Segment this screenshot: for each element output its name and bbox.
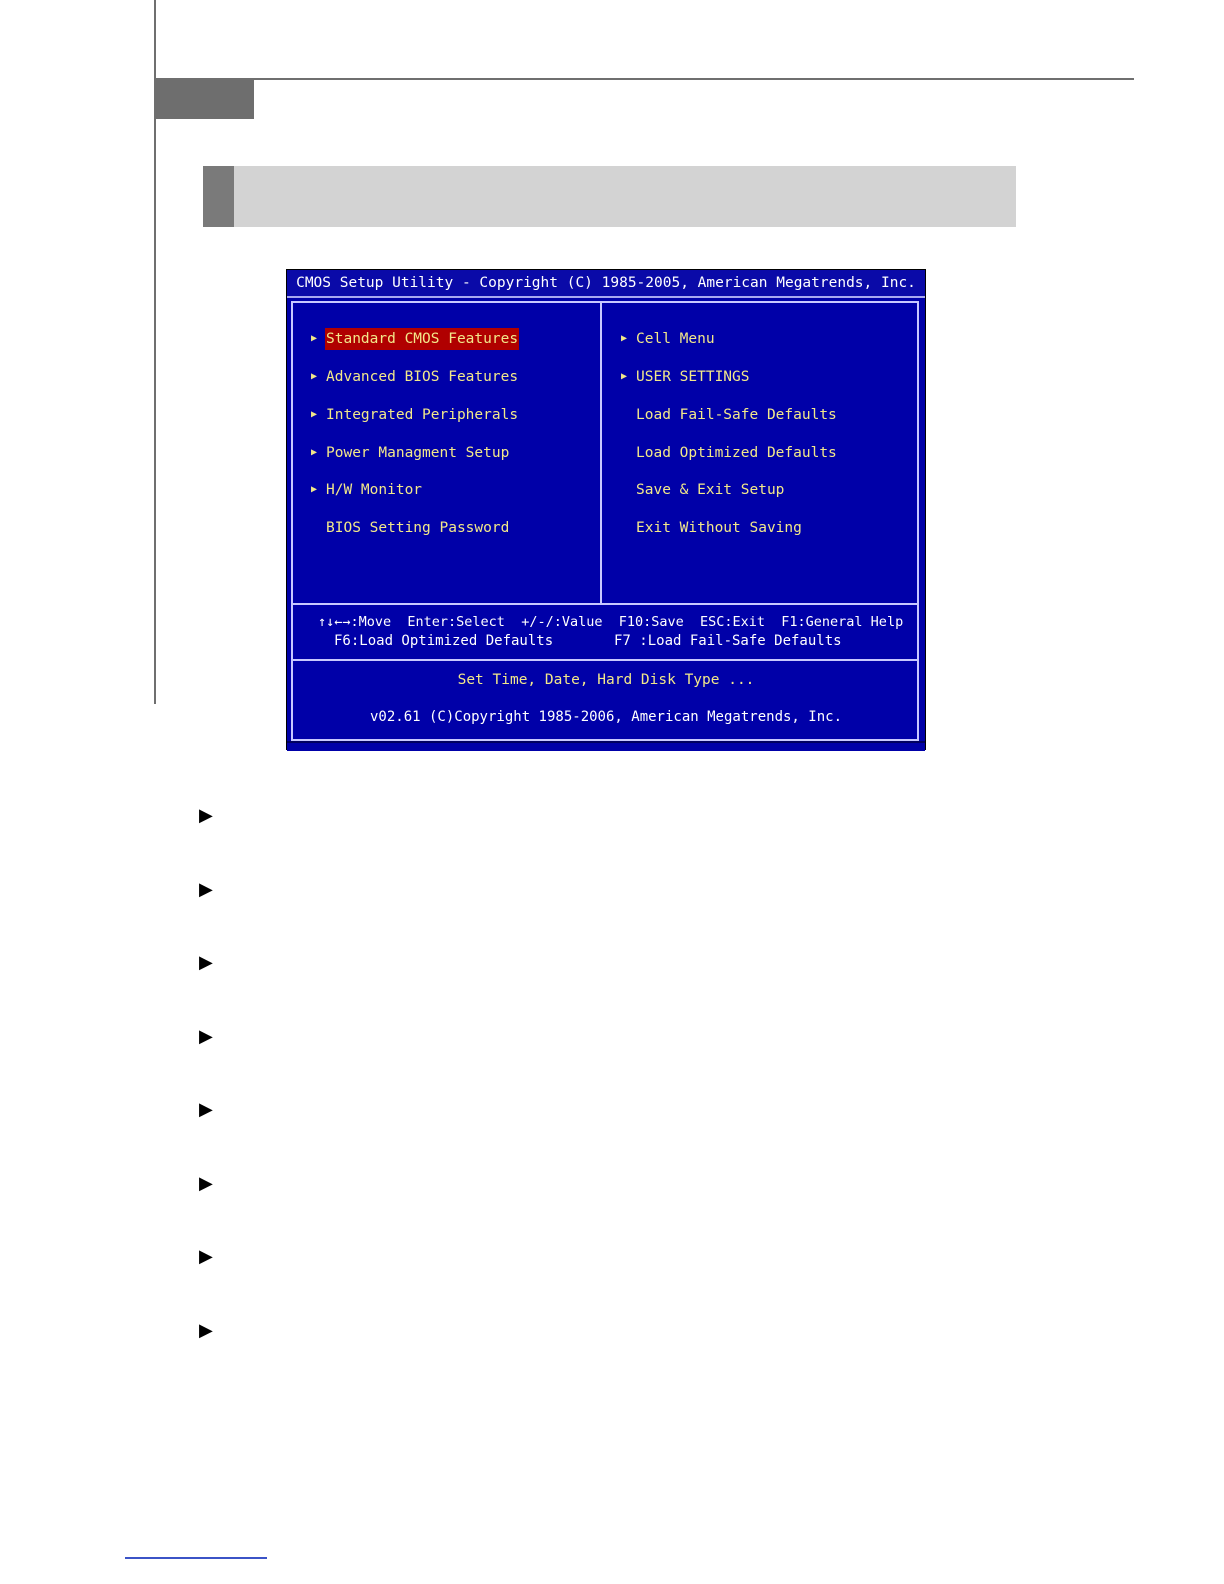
bullet-arrow-icon: ▶ (199, 1246, 213, 1267)
menu-item-user-settings[interactable]: ▶ USER SETTINGS (621, 366, 751, 388)
menu-item-save-exit-setup[interactable]: Save & Exit Setup (636, 482, 785, 498)
header-rule (154, 78, 1134, 80)
bios-status-divider (291, 659, 919, 661)
menu-item-advanced-bios-features[interactable]: ▶ Advanced BIOS Features (311, 366, 519, 388)
menu-item-standard-cmos-features[interactable]: ▶ Standard CMOS Features (311, 328, 519, 350)
menu-item-bios-setting-password[interactable]: BIOS Setting Password (326, 520, 510, 536)
help-f7-line: F7 :Load Fail-Safe Defaults (614, 633, 842, 649)
submenu-arrow-icon: ▶ (311, 333, 318, 344)
submenu-arrow-icon: ▶ (621, 333, 628, 344)
section-banner (203, 166, 1016, 227)
menu-item-power-management-setup[interactable]: ▶ Power Managment Setup (311, 442, 510, 464)
bios-setup-screenshot (287, 270, 925, 749)
menu-item-load-optimized-defaults[interactable]: Load Optimized Defaults (636, 445, 837, 461)
bios-column-divider (600, 301, 602, 603)
submenu-arrow-icon: ▶ (311, 447, 318, 458)
bios-title: CMOS Setup Utility - Copyright (C) 1985-2005, American Megatrends, Inc. (287, 270, 925, 298)
bios-version: v02.61 (C)Copyright 1985-2006, American Megatrends, Inc. (369, 709, 842, 725)
help-f6-line: F6:Load Optimized Defaults (334, 633, 554, 649)
bullet-arrow-icon: ▶ (199, 879, 213, 900)
menu-item-integrated-peripherals[interactable]: ▶ Integrated Peripherals (311, 404, 519, 426)
bullet-arrow-icon: ▶ (199, 805, 213, 826)
submenu-arrow-icon: ▶ (311, 409, 318, 420)
bullet-arrow-icon: ▶ (199, 1320, 213, 1341)
status-description: Set Time, Date, Hard Disk Type ... (457, 672, 755, 688)
section-banner-accent (203, 166, 234, 227)
bullet-arrow-icon: ▶ (199, 1026, 213, 1047)
menu-item-exit-without-saving[interactable]: Exit Without Saving (636, 520, 802, 536)
chapter-tab (155, 80, 254, 119)
help-keys-line: ↑↓←→:Move Enter:Select +/-/:Value F10:Save ESC:Exit F1:General Help (318, 614, 904, 630)
submenu-arrow-icon: ▶ (311, 484, 318, 495)
bios-bottom-bar (287, 741, 925, 751)
footer-rule (125, 1557, 267, 1559)
bullet-arrow-icon: ▶ (199, 1099, 213, 1120)
bullet-arrow-icon: ▶ (199, 1173, 213, 1194)
submenu-arrow-icon: ▶ (311, 371, 318, 382)
submenu-arrow-icon: ▶ (621, 371, 628, 382)
menu-item-load-fail-safe-defaults[interactable]: Load Fail-Safe Defaults (636, 407, 837, 423)
menu-item-cell-menu[interactable]: ▶ Cell Menu (621, 328, 716, 350)
bios-help-divider (291, 603, 919, 605)
menu-item-hw-monitor[interactable]: ▶ H/W Monitor (311, 479, 423, 501)
bullet-arrow-icon: ▶ (199, 952, 213, 973)
